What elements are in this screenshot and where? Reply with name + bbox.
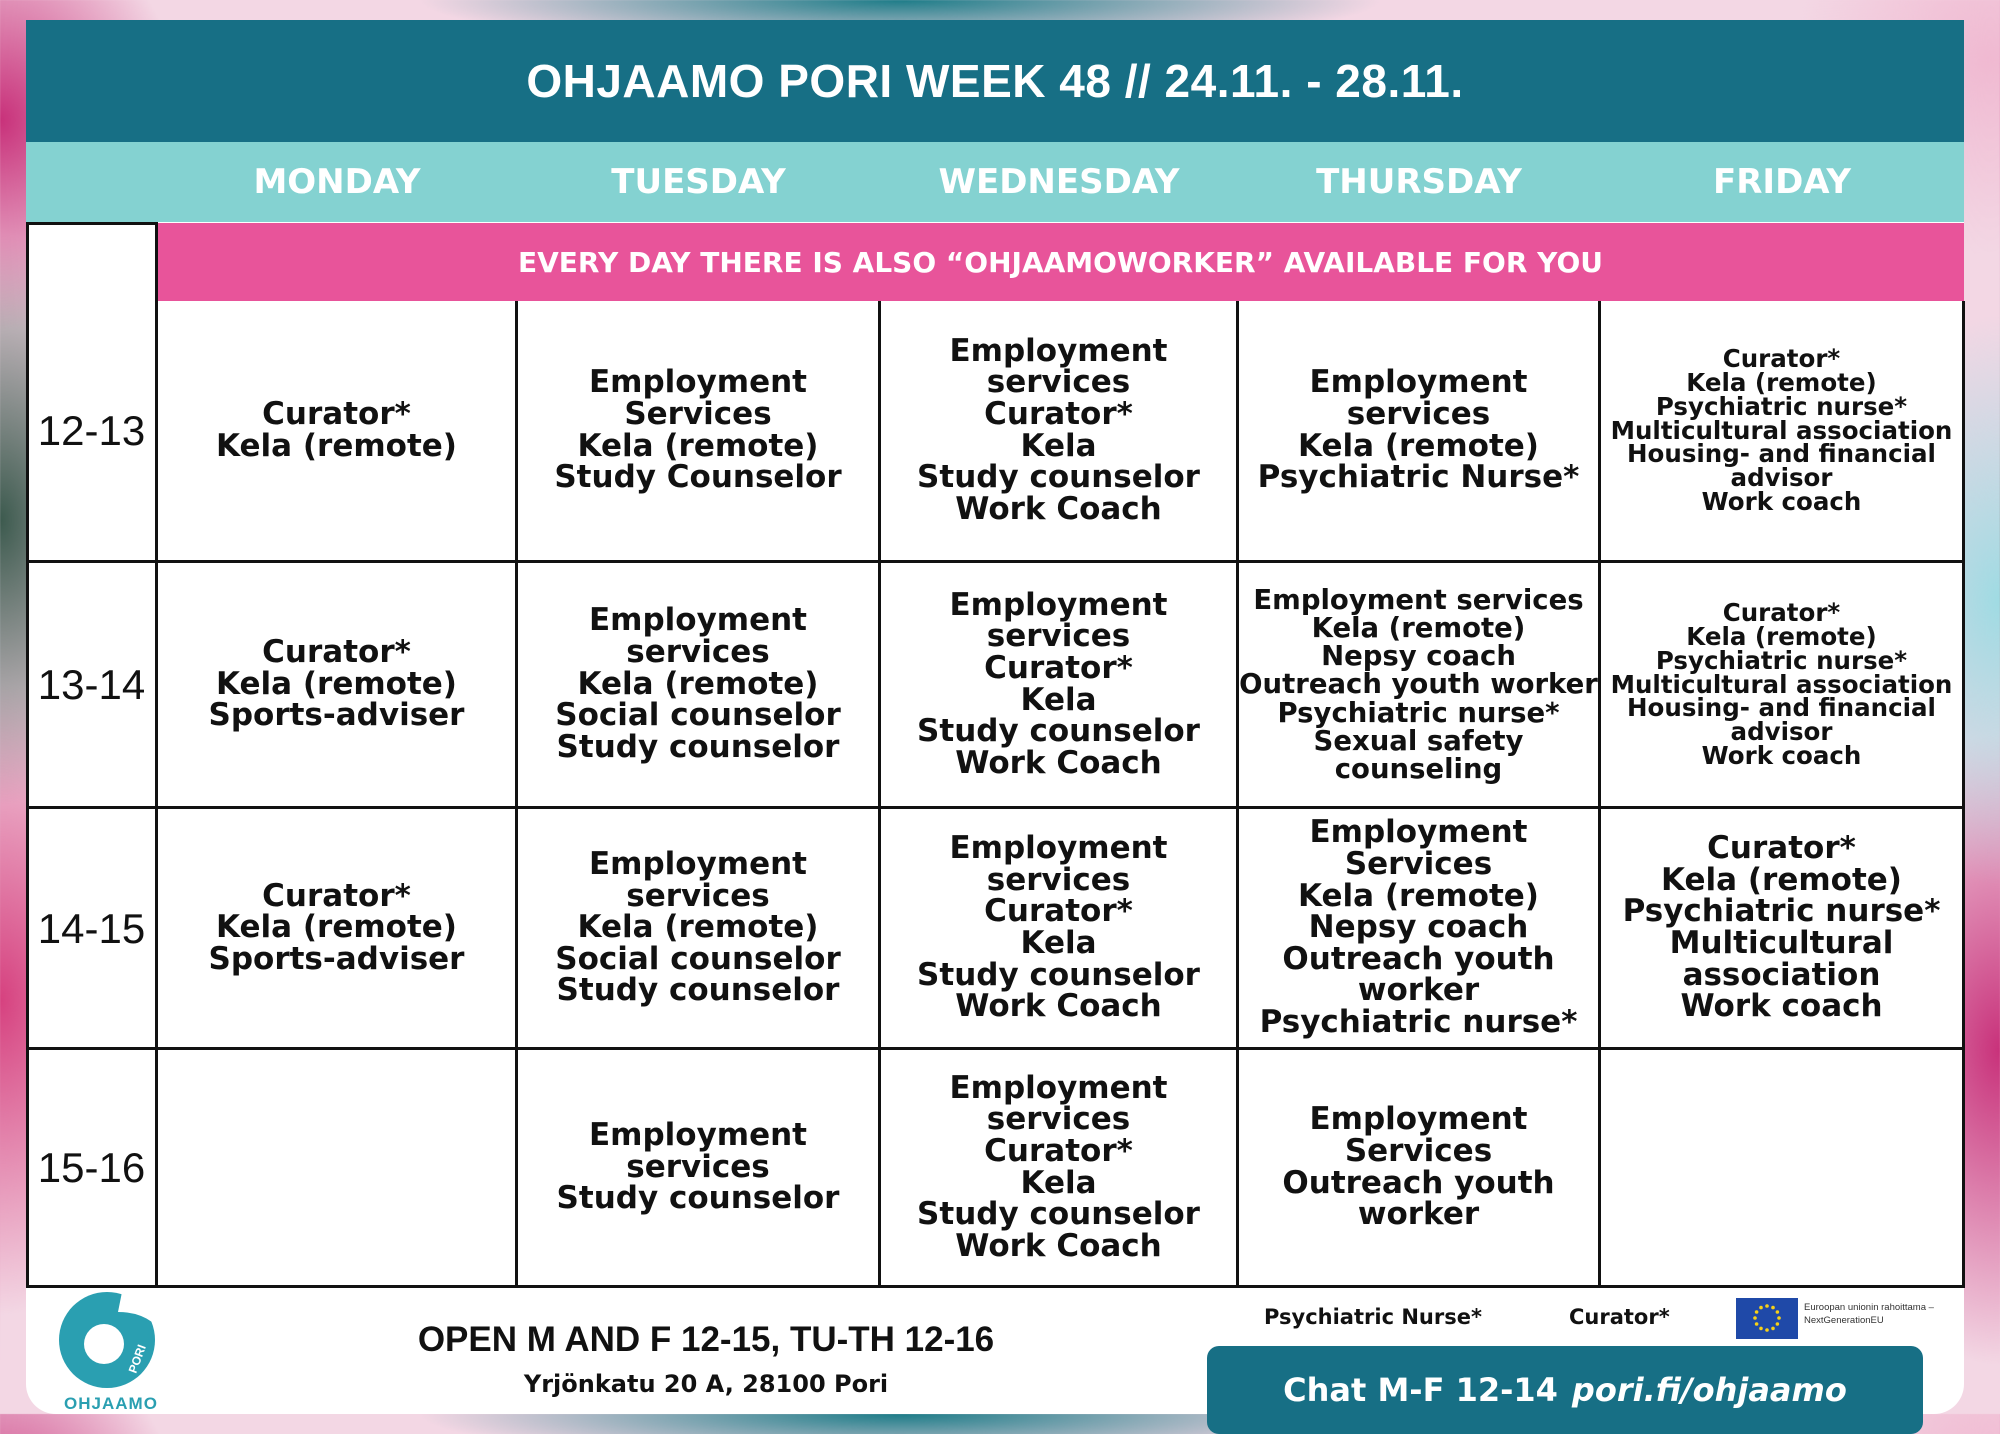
service-line: Kela (remote) <box>216 909 457 946</box>
service-line: Work coach <box>1701 740 1862 770</box>
service-line: Multicultural association <box>1610 415 1953 445</box>
schedule-cell <box>881 563 1236 806</box>
service-line: Curator* <box>984 893 1133 930</box>
service-line: Study counselor <box>556 1180 840 1217</box>
service-line: Kela (remote) <box>1298 877 1539 914</box>
service-line: Curator* <box>984 1132 1133 1169</box>
service-line: Psychiatric Nurse* <box>1257 459 1580 496</box>
service-line: Employment services <box>588 1117 807 1185</box>
service-line: Work Coach <box>955 490 1162 527</box>
schedule-cell <box>881 1050 1236 1285</box>
schedule-cell <box>158 809 515 1047</box>
eu-funding-line: Euroopan unionin rahoittama – <box>1804 1302 1934 1313</box>
service-line: counseling <box>1334 752 1503 785</box>
service-line: Multicultural <box>1669 925 1894 961</box>
service-line: Kela (remote) <box>216 427 457 464</box>
service-line: worker <box>1357 1196 1480 1233</box>
service-line: Sports-adviser <box>208 940 465 977</box>
service-line: Study Counselor <box>554 459 842 496</box>
grid-border-bottom <box>26 1285 1965 1288</box>
schedule-cell <box>1239 301 1598 560</box>
schedule-cell <box>881 809 1236 1047</box>
service-line: Employment Services <box>1309 1101 1528 1169</box>
service-line: Sports-adviser <box>208 697 465 734</box>
service-line: Kela (remote) <box>1311 612 1526 645</box>
day-label-thursday: THURSDAY <box>1316 162 1522 202</box>
service-line: Study counselor <box>917 1196 1200 1233</box>
eu-funding-line: NextGenerationEU <box>1804 1314 1884 1326</box>
service-line: Kela (remote) <box>577 909 819 946</box>
time-slot-label: 14-15 <box>37 904 146 952</box>
service-line: association <box>1682 956 1881 993</box>
logo-sub-label: PORI <box>125 1342 149 1376</box>
service-line: Social counselor <box>555 940 841 977</box>
service-line: Curator* <box>1722 598 1841 628</box>
grid-border-right <box>1962 301 1965 1288</box>
eu-funding-text <box>1804 1302 1984 1328</box>
service-line: Study counselor <box>917 459 1200 496</box>
service-line: Outreach youth <box>1282 1164 1555 1201</box>
service-line: Psychiatric nurse* <box>1259 1004 1578 1041</box>
service-line: Employment services <box>949 586 1168 655</box>
chat-hours: Chat M-F 12-14 <box>1283 1371 1558 1409</box>
page-title: OHJAAMO PORI WEEK 48 // 24.11. - 28.11. <box>26 20 1964 142</box>
day-label-monday: MONDAY <box>253 162 421 202</box>
schedule-cell <box>518 301 878 560</box>
service-line: Curator* <box>984 395 1133 432</box>
service-line: Employment services <box>1253 584 1584 617</box>
legend-curator: Curator* <box>1569 1305 1670 1329</box>
service-line: Kela (remote) <box>577 665 819 702</box>
schedule-cell <box>1239 563 1598 806</box>
service-line: Work Coach <box>955 1227 1162 1264</box>
service-line: Employment services <box>588 845 807 914</box>
schedule-cell <box>158 563 515 806</box>
day-label-friday: FRIDAY <box>1713 162 1851 202</box>
schedule-cell <box>158 1050 515 1285</box>
schedule-cell <box>518 1050 878 1285</box>
service-line: Kela <box>1020 925 1097 961</box>
eu-flag-icon <box>1736 1298 1798 1339</box>
service-line: advisor <box>1730 717 1833 747</box>
service-line: Work Coach <box>955 744 1162 781</box>
service-line: Curator* <box>1722 344 1841 374</box>
schedule-cell <box>1601 563 1962 806</box>
service-line: Kela <box>1020 1164 1097 1201</box>
service-line: Kela (remote) <box>1686 368 1877 398</box>
service-line: Study counselor <box>556 728 840 765</box>
service-line: worker <box>1357 972 1480 1009</box>
day-header <box>26 142 1964 222</box>
service-line: Work coach <box>1701 486 1862 516</box>
service-line: Curator* <box>262 877 411 914</box>
service-line: Employment Services <box>588 364 807 432</box>
logo-label: OHJAAMO <box>64 1394 158 1413</box>
opening-hours: OPEN M AND F 12-15, TU-TH 12-16 <box>417 1320 995 1359</box>
service-line: Kela (remote) <box>216 665 457 702</box>
day-label-tuesday: TUESDAY <box>611 162 786 202</box>
service-line: Psychiatric nurse* <box>1277 696 1560 729</box>
service-line: Study counselor <box>556 972 840 1009</box>
service-line: Employment services <box>949 830 1168 898</box>
time-slot-label: 12-13 <box>37 407 146 454</box>
chat-info-button[interactable] <box>1207 1346 1923 1434</box>
legend-psychiatric-nurse: Psychiatric Nurse* <box>1264 1305 1482 1329</box>
service-line: Curator* <box>984 649 1133 686</box>
service-line: Kela (remote) <box>1661 861 1902 898</box>
schedule-cell <box>518 563 878 806</box>
service-line: Psychiatric nurse* <box>1622 893 1941 930</box>
service-line: Employment services <box>588 602 807 671</box>
schedule-cell <box>881 301 1236 560</box>
time-slot-label: 15-16 <box>37 1144 146 1191</box>
service-line: Kela <box>1020 681 1097 718</box>
service-line: Work coach <box>1680 988 1883 1025</box>
service-line: Sexual safety <box>1313 724 1524 757</box>
service-line: Kela (remote) <box>1298 427 1539 464</box>
day-label-wednesday: WEDNESDAY <box>938 162 1180 202</box>
schedule-cell <box>1601 1050 1962 1285</box>
service-line: Work Coach <box>955 988 1162 1025</box>
time-slot-label: 13-14 <box>37 661 146 708</box>
ohjaamoworker-banner: EVERY DAY THERE IS ALSO “OHJAAMOWORKER” AVAILABLE FOR YOU <box>157 223 1964 301</box>
schedule-cell <box>158 301 515 560</box>
service-line: Employment services <box>949 332 1168 401</box>
service-line: Social counselor <box>555 697 841 734</box>
service-line: Employment services <box>1309 364 1528 432</box>
service-line: Study counselor <box>917 713 1200 750</box>
service-line: Curator* <box>262 395 411 432</box>
schedule-cell <box>1239 1050 1598 1285</box>
service-line: Psychiatric nurse* <box>1655 391 1908 421</box>
service-line: Multicultural association <box>1610 669 1953 699</box>
service-line: Housing- and financial <box>1627 439 1936 469</box>
service-line: Curator* <box>262 634 411 671</box>
address: Yrjönkatu 20 A, 28100 Pori <box>523 1370 889 1398</box>
service-line: Kela (remote) <box>1686 622 1877 652</box>
schedule-cell <box>1601 809 1962 1047</box>
service-line: advisor <box>1730 463 1833 493</box>
chat-link[interactable]: pori.fi/ohjaamo <box>1571 1371 1847 1409</box>
service-line: Outreach youth <box>1282 940 1555 977</box>
service-line: Psychiatric nurse* <box>1655 645 1908 675</box>
service-line: Kela (remote) <box>577 427 819 464</box>
schedule-cell <box>1601 301 1962 560</box>
schedule-cell <box>518 809 878 1047</box>
service-line: Study counselor <box>917 956 1200 993</box>
service-line: Employment services <box>949 1069 1168 1138</box>
service-line: Nepsy coach <box>1321 640 1516 673</box>
schedule-cell <box>1239 809 1598 1047</box>
service-line: Nepsy coach <box>1308 909 1529 946</box>
service-line: Housing- and financial <box>1627 693 1936 723</box>
service-line: Outreach youth worker <box>1239 668 1598 701</box>
service-line: Employment Services <box>1309 814 1528 882</box>
service-line: Kela <box>1020 427 1097 464</box>
schedule-poster <box>26 20 1964 1414</box>
grid-border-top <box>26 222 157 225</box>
service-line: Curator* <box>1707 830 1856 867</box>
